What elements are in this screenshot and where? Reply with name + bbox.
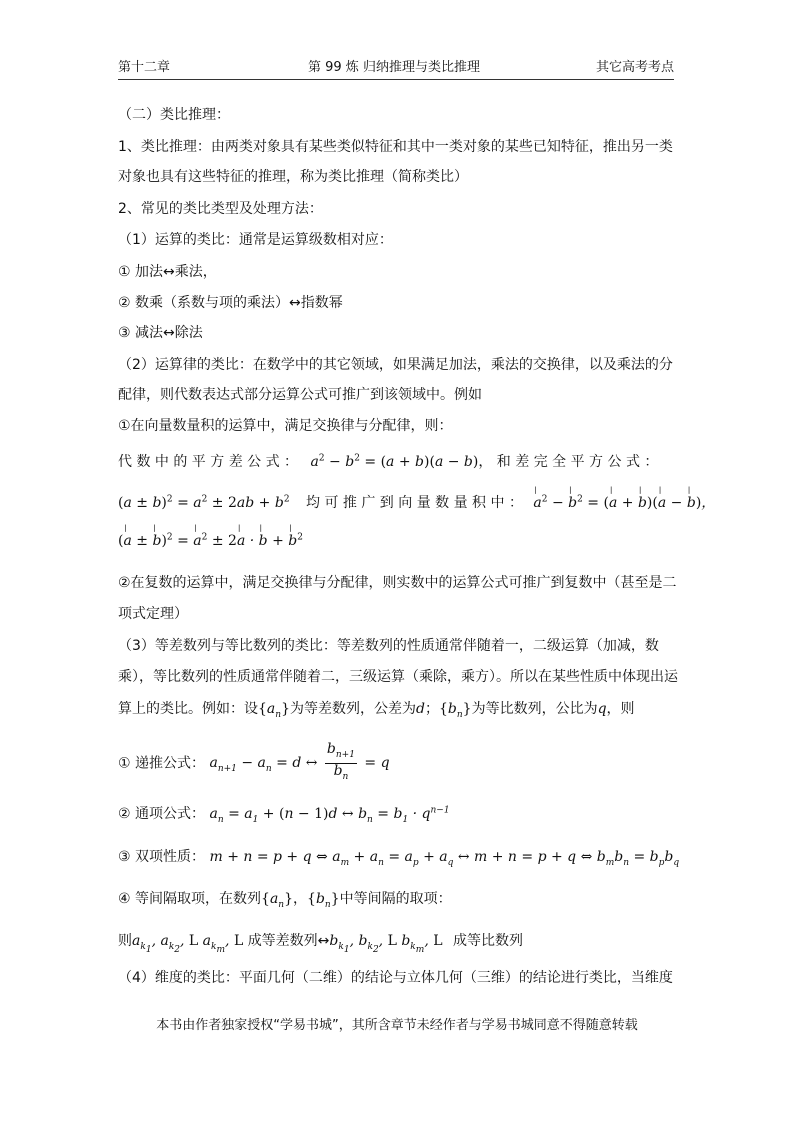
paragraph-line: ④ 等间隔取项，在数列$\{a_n\}$，$\{b_n\}$中等间隔的取项： (118, 891, 452, 910)
paragraph-line: 对象也具有这些特征的推理，称为类比推理（简称类比） (118, 169, 468, 185)
paragraph-line: （2）运算律的类比：在数学中的其它领域，如果满足加法，乘法的交换律，以及乘法的分 (118, 357, 673, 373)
formula-line: 代 数 中 的 平 方 差 公 式 ： $a^2 - b^2 = (a + b)(a - b)$， 和 差 完 全 平 方 公 式 ： (118, 453, 659, 470)
paragraph-line: （1）运算的类比：通常是运算级数相对应： (118, 232, 393, 248)
recurrence-formula: $a_{n+1} - a_n = d$ ↔ $\frac{b_{n+1}}{b_n}$ = q (209, 741, 390, 782)
paragraph-line: ②在复数的运算中，满足交换律与分配律，则实数中的运算公式可推广到复数中（甚至是二 (118, 575, 677, 591)
difference-of-squares-formula: $a^2 - b^2 = (a + b)(a - b)$ (310, 453, 479, 470)
geometric-subsequence: $b_{k_1}$, $b_{k_2}$, L $b_{k_m}$, L (329, 933, 443, 955)
page-header (118, 56, 674, 76)
formula-line: 则$a_{k_1}$, $a_{k_2}$, L $a_{k_m}$, L 成等差数列$\leftrightarrow b_{k_1}$, $b_{k_2}$, L $b_{k_m}$, L 成等比数列 (118, 933, 523, 955)
header-lesson-title: 第 99 炼 归纳推理与类比推理 (308, 60, 480, 75)
section-heading: （二）类比推理： (118, 107, 230, 123)
arithmetic-subsequence: $a_{k_1}$, $a_{k_2}$, L $a_{k_m}$, L (132, 933, 244, 955)
perfect-square-formula: $(a \pm b)^2 = a^2 \pm 2ab + b^2$ (118, 494, 290, 511)
copyright-footer: 本书由作者独家授权“学易书城”，其所含章节未经作者与学易书城同意不得随意转载 (156, 1018, 638, 1033)
paragraph-line: 2、常见的类比类型及处理方法： (118, 201, 323, 217)
paragraph-line: 1、类比推理：由两类对象具有某些类似特征和其中一类对象的某些已知特征，推出另一类 (118, 139, 673, 155)
formula-line: ③ 双项性质： m + n = p + q ⇔ $a_m + a_n = a_p + a_q$ ↔ m + n = p + q ⇔ $b_mb_n = b_pb_q$ (118, 849, 680, 868)
formula-line: ② 通项公式： $a_n = a_1 + (n - 1)d$ ↔ $b_n = b_1 \cdot q^{n-1}$ (118, 805, 450, 825)
list-item: ③ 减法↔除法 (118, 325, 203, 341)
paragraph-line: ①在向量数量积的运算中，满足交换律与分配律，则： (118, 418, 453, 434)
formula-line (118, 532, 303, 549)
formula-line: ① 递推公式： $a_{n+1} - a_n = d$ ↔ $\frac{b_{n+1}}{b_n}$ = q (118, 741, 390, 782)
header-divider (118, 79, 674, 80)
formula-line: $(a \pm b)^2 = a^2 \pm 2ab + b^2$ 均 可 推 广 到 向 量 数 量 积 中 ： ∣ $a^2$ − ∣ $b^2$ = (∣ a + ∣ b)(∣ a − ∣ b)， (118, 492, 715, 512)
list-item: ① 加法↔乘法， (118, 264, 217, 280)
vector-perfect-square: (∣ a ± ∣ b)$^2$ = ∣ $a^2$ ± 2∣ a · ∣ b + ∣ $b^2$ (118, 533, 303, 549)
list-item: ② 数乘（系数与项的乘法）↔指数幂 (118, 295, 343, 311)
general-term-formula: $a_n = a_1 + (n - 1)d$ ↔ $b_n = b_1 \cdot q^{n-1}$ (209, 805, 450, 825)
vector-difference-of-squares: ∣ $a^2$ − ∣ $b^2$ = (∣ a + ∣ b)(∣ a − ∣ b)， (533, 495, 715, 511)
two-term-property-formula: m + n = p + q ⇔ $a_m + a_n = a_p + a_q$ ↔ m + n = p + q ⇔ $b_mb_n = b_pb_q$ (209, 849, 680, 868)
paragraph-line: 项式定理） (118, 606, 188, 622)
header-chapter: 第十二章 (118, 60, 171, 75)
paragraph-line: 乘），等比数列的性质通常伴随着二，三级运算（乘除，乘方）。所以在某些性质中体现出运 (118, 669, 678, 685)
paragraph-line: 配律，则代数表达式部分运算公式可推广到该领域中。例如 (118, 387, 482, 403)
paragraph-line: （4）维度的类比：平面几何（二维）的结论与立体几何（三维）的结论进行类比，当维度 (118, 970, 673, 986)
paragraph-line: （3）等差数列与等比数列的类比：等差数列的性质通常伴随着一，二级运算（加减，数 (118, 638, 659, 654)
paragraph-line: 算上的类比。例如：设$\{a_n\}$为等差数列，公差为d；$\{b_n\}$为等比数列，公比为q，则 (118, 701, 635, 720)
header-section: 其它高考考点 (595, 60, 674, 75)
